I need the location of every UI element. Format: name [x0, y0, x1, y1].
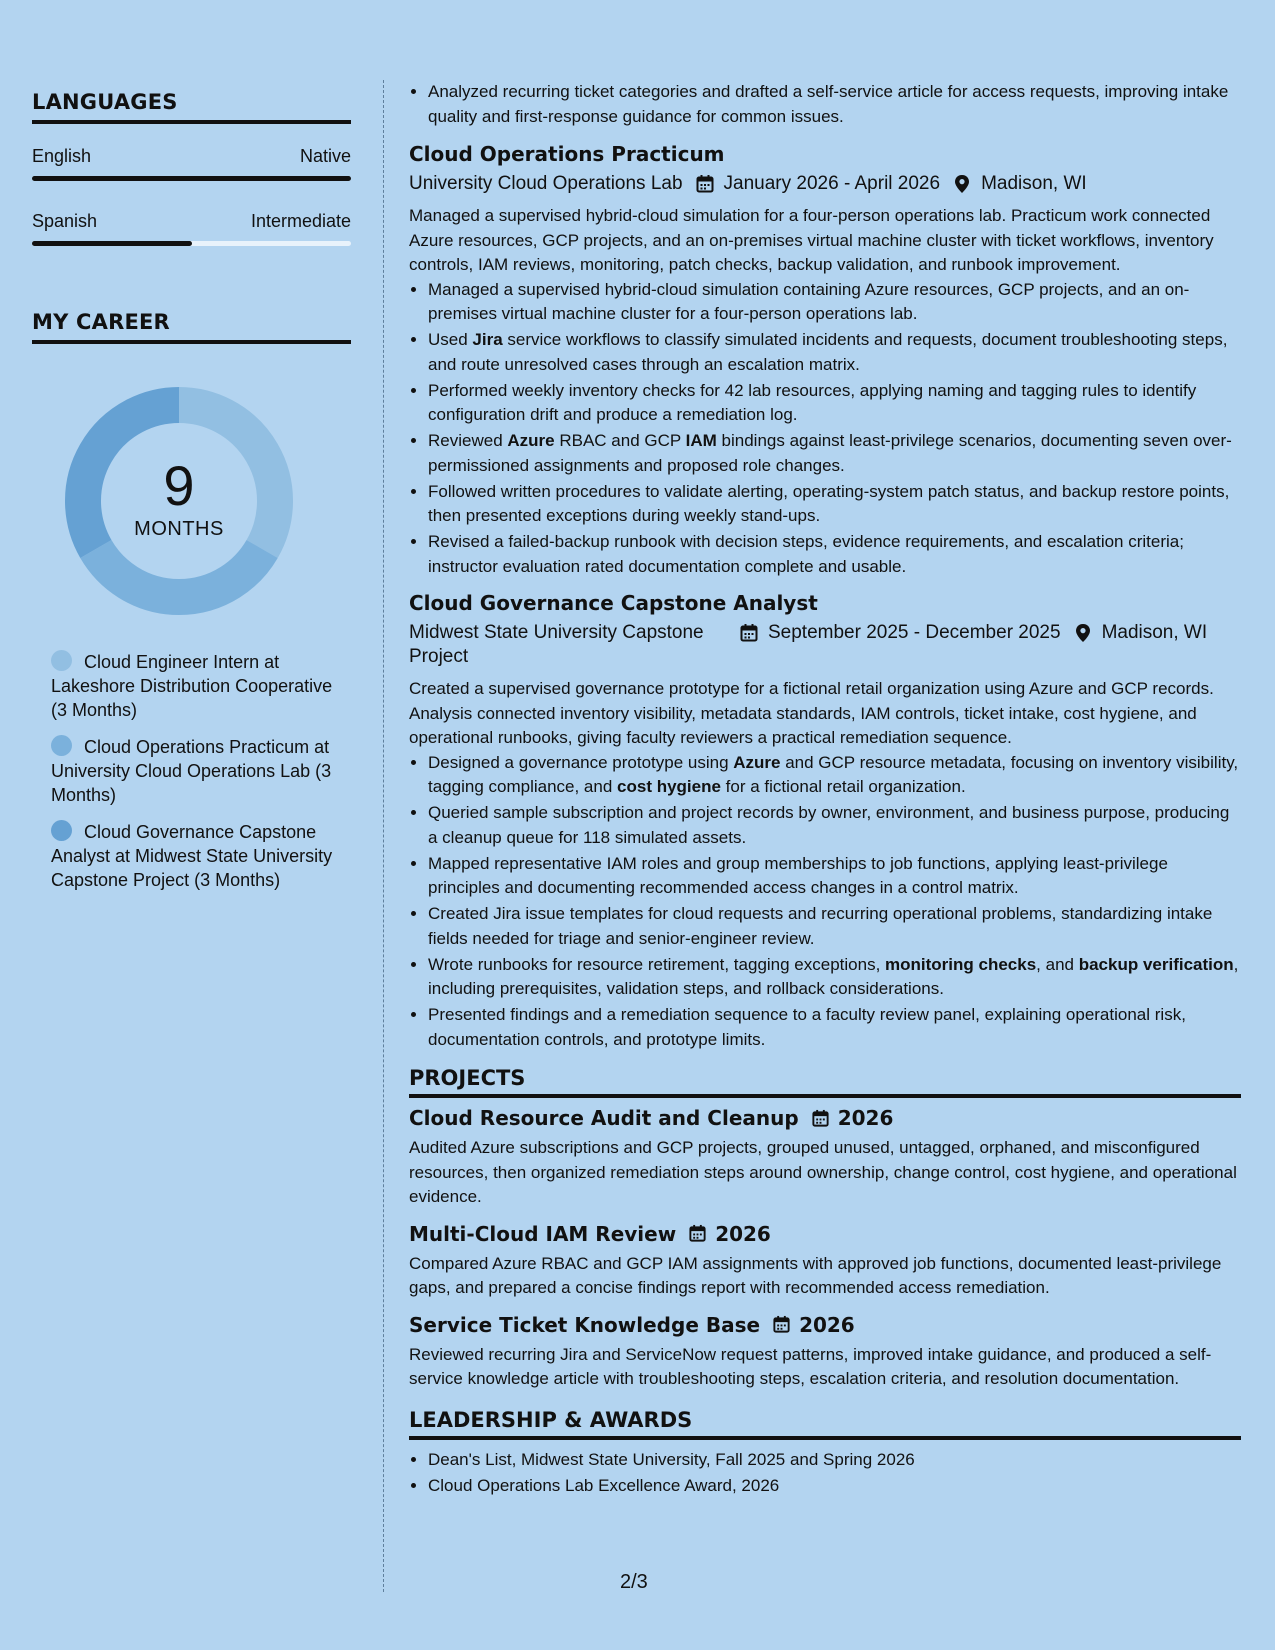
job-title: Cloud Operations Practicum [409, 142, 725, 166]
language-proficiency-fill [32, 176, 351, 181]
bullet-item [428, 379, 1241, 428]
career-total-months: 9 [163, 454, 195, 517]
calendar-icon [688, 1224, 707, 1243]
bullet-text: , including prerequisites, validation steps, and rollback considerations. [428, 954, 1239, 998]
language-level: Intermediate [250, 211, 351, 231]
career-legend-label: Cloud Engineer Intern at Lakeshore Distribution Cooperative (3 Months) [51, 652, 333, 720]
projects-heading: PROJECTS [409, 1066, 1241, 1098]
sidebar [32, 90, 351, 905]
bullet-text: Queried sample subscription and project records by owner, environment, and business purpose, producing a cleanup queue for 118 simulated assets. [428, 803, 1230, 847]
main-content [409, 80, 1241, 1500]
project-description: Compared Azure RBAC and GCP IAM assignments with approved job functions, documented least-privilege gaps, and prepared a concise findings report with recommended access remediation. [409, 1253, 1222, 1297]
bullet-text: Created Jira issue templates for cloud requests and recurring operational problems, standardizing intake fields needed for triage and senior-engineer review. [428, 904, 1213, 948]
bullet-item [428, 328, 1241, 377]
legend-dot-icon [51, 820, 72, 841]
project-entry [409, 1313, 1241, 1392]
job-location: Madison, WI [981, 173, 1087, 194]
career-legend-label: Cloud Governance Capstone Analyst at Midwest State University Capstone Project (3 Months) [51, 822, 333, 890]
job-organization: University Cloud Operations Lab [409, 173, 683, 194]
languages-section [32, 90, 351, 246]
bullet-text: Wrote runbooks for resource retirement, tagging exceptions, [428, 954, 886, 974]
project-description: Reviewed recurring Jira and ServiceNow request patterns, improved intake guidance, and produced a self-service knowledge article with troubleshooting steps, escalation criteria, and resolution documentation. [409, 1344, 1212, 1388]
bullet-text: Performed weekly inventory checks for 42 lab resources, applying naming and tagging rules to identify configuration drift and produce a remediation log. [428, 380, 1197, 424]
project-year: 2026 [715, 1221, 771, 1246]
job-location: Madison, WI [1101, 622, 1208, 643]
language-proficiency-fill [32, 241, 192, 246]
bullet-emphasis: cost hygiene [617, 777, 721, 796]
bullet-item [428, 480, 1241, 529]
experience-entry [409, 142, 1241, 579]
project-year: 2026 [799, 1312, 855, 1337]
leadership-list [409, 1448, 1241, 1499]
language-proficiency-bar [32, 241, 351, 246]
bullet-text: Managed a supervised hybrid-cloud simulation containing Azure resources, GCP projects, and an on-premises virtual machine cluster for a four-person operations lab. [428, 279, 1190, 323]
bullet-emphasis: monitoring checks [885, 954, 1037, 974]
project-title: Cloud Resource Audit and Cleanup [409, 1106, 799, 1130]
award-item: • Cloud Operations Lab Excellence Award, 2026 [428, 1474, 1241, 1499]
calendar-icon [739, 623, 759, 643]
bullet-emphasis: backup verification [1078, 954, 1234, 974]
award-item: • Dean's List, Midwest State University, Fall 2025 and Spring 2026 [428, 1448, 1241, 1473]
leadership-section [409, 1408, 1241, 1499]
job-title: Cloud Governance Capstone Analyst [409, 591, 818, 615]
calendar-icon [772, 1315, 791, 1334]
career-legend [32, 650, 351, 892]
bullet-item: • Analyzed recurring ticket categories and drafted a self-service article for access requests, improving intake quality and first-response guidance for common issues. [428, 80, 1241, 129]
bullet-text: Revised a failed-backup runbook with decision steps, evidence requirements, and escalation criteria; instructor evaluation rated documentation complete and usable. [428, 532, 1184, 576]
legend-dot-icon [51, 735, 72, 756]
bullet-emphasis: Jira [472, 330, 503, 349]
bullet-item [428, 852, 1241, 901]
career-donut-chart [64, 386, 294, 616]
job-summary: Created a supervised governance prototype for a fictional retail organization using Azure and GCP records. Analysis connected inventory visibility, metadata standards, IAM controls, ticket intake, cost hygiene, and operational runbooks, giving faculty reviewers a practical remediation sequence. [409, 679, 1214, 747]
project-description: Audited Azure subscriptions and GCP projects, grouped unused, untagged, orphaned, and misconfigured resources, then organized remediation steps around ownership, change control, cost hygiene, and operational evidence. [409, 1138, 1237, 1206]
calendar-icon [695, 174, 715, 194]
bullet-item [428, 1003, 1241, 1052]
job-bullets [409, 278, 1241, 580]
languages-heading: LANGUAGES [32, 90, 351, 124]
bullet-text: Presented findings and a remediation sequence to a faculty review panel, explaining operational risk, documentation controls, and prototype limits. [428, 1005, 1186, 1049]
bullet-text: bindings against least-privilege scenarios, documenting seven over-permissioned assignments and proposed role changes. [428, 431, 1232, 475]
column-divider [383, 80, 384, 1592]
language-level: Native [299, 146, 351, 166]
location-pin-icon [952, 174, 972, 194]
job-meta [409, 172, 1241, 196]
bullet-text: , and [1036, 954, 1079, 974]
project-entry [409, 1106, 1241, 1210]
bullet-item [428, 953, 1241, 1002]
bullet-text: Designed a governance prototype using [428, 752, 734, 772]
legend-dot-icon [51, 650, 72, 671]
bullet-text: Used [428, 330, 473, 349]
career-total-unit: MONTHS [134, 518, 224, 540]
job-dates: September 2025 - December 2025 [768, 622, 1061, 643]
location-pin-icon [1073, 623, 1093, 643]
job-summary: Managed a supervised hybrid-cloud simulation for a four-person operations lab. Practicum work connected Azure resources, GCP projects, and an on-premises virtual machine cluster with ticket workflows, inventory controls, IAM reviews, monitoring, patch checks, backup validation, and runbook improvement. [409, 206, 1214, 274]
project-entry [409, 1222, 1241, 1301]
bullet-item [428, 429, 1241, 478]
projects-section [409, 1066, 1241, 1392]
job-organization: Midwest State University Capstone Project [409, 622, 704, 667]
project-year: 2026 [837, 1106, 894, 1130]
leadership-heading: LEADERSHIP & AWARDS [409, 1408, 1241, 1440]
bullet-text: service workflows to classify simulated incidents and requests, document troubleshooting steps, and route unresolved cases through an escalation matrix. [428, 330, 1228, 374]
job-dates: January 2026 - April 2026 [723, 173, 941, 194]
career-legend-item [51, 735, 351, 807]
project-title: Service Ticket Knowledge Base [409, 1312, 761, 1337]
bullet-emphasis: Azure [507, 431, 555, 450]
job-bullets [409, 751, 1241, 1053]
calendar-icon [811, 1109, 830, 1128]
experience-entry [409, 591, 1241, 1052]
career-section [32, 310, 351, 892]
bullet-item [428, 902, 1241, 951]
bullet-emphasis: IAM [685, 431, 717, 450]
bullet-text: for a fictional retail organization. [720, 777, 966, 796]
language-name: English [32, 146, 92, 166]
job-meta [409, 621, 1241, 669]
bullet-text: and GCP resource metadata, focusing on inventory visibility, tagging compliance, and [428, 752, 1239, 796]
bullet-item [428, 278, 1241, 327]
page-number: 2/3 [620, 1571, 648, 1593]
language-name: Spanish [32, 211, 98, 231]
project-title: Multi-Cloud IAM Review [409, 1221, 677, 1246]
language-item [32, 211, 351, 246]
previous-job-bullets [409, 80, 1241, 129]
bullet-text: Reviewed [428, 431, 508, 450]
bullet-item [428, 751, 1241, 800]
career-legend-item [51, 820, 351, 892]
language-item [32, 146, 351, 181]
career-heading: MY CAREER [32, 310, 351, 344]
bullet-item [428, 801, 1241, 850]
bullet-emphasis: Azure [733, 752, 781, 772]
bullet-text: Mapped representative IAM roles and group memberships to job functions, applying least-privilege principles and documenting recommended access changes in a control matrix. [428, 853, 1168, 897]
bullet-text: Followed written procedures to validate alerting, operating-system patch status, and backup restore points, then presented exceptions during weekly stand-ups. [428, 481, 1230, 525]
bullet-item [428, 530, 1241, 579]
career-legend-item [51, 650, 351, 722]
career-legend-label: Cloud Operations Practicum at University Cloud Operations Lab (3 Months) [51, 737, 332, 805]
bullet-text: RBAC and GCP [554, 431, 686, 450]
language-proficiency-bar [32, 176, 351, 181]
